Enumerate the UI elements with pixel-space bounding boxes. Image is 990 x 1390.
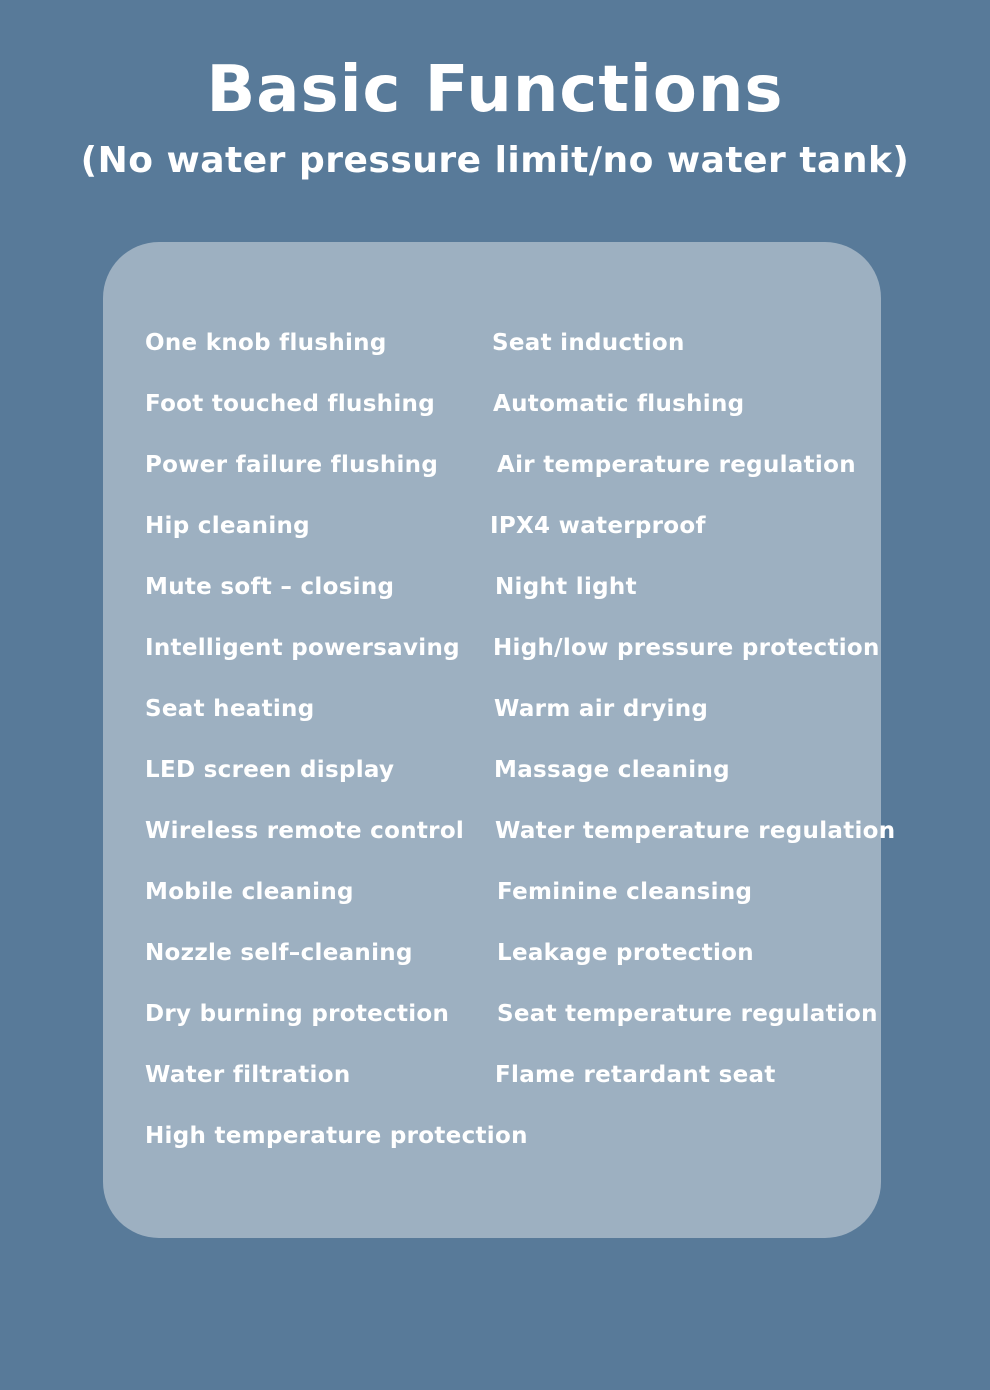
feature-item: Dry burning protection (145, 1001, 450, 1027)
feature-item: Automatic flushing (493, 391, 745, 417)
feature-item: Feminine cleansing (497, 879, 753, 905)
feature-item: Massage cleaning (494, 757, 730, 783)
feature-item: Seat temperature regulation (497, 1001, 878, 1027)
page-title: Basic Functions (206, 53, 784, 127)
feature-item: High/low pressure protection (493, 635, 880, 661)
feature-item: Nozzle self–cleaning (145, 940, 413, 966)
feature-item: LED screen display (145, 757, 395, 783)
feature-item: Seat induction (492, 330, 685, 356)
feature-item: Water filtration (145, 1062, 351, 1088)
feature-item: One knob flushing (145, 330, 387, 356)
feature-item: Mobile cleaning (145, 879, 354, 905)
feature-item: Warm air drying (494, 696, 709, 722)
feature-item: Night light (495, 574, 637, 600)
feature-item: Leakage protection (497, 940, 754, 966)
page-subtitle: (No water pressure limit/no water tank) (80, 140, 910, 181)
feature-item: Hip cleaning (145, 513, 310, 539)
feature-item: High temperature protection (145, 1123, 528, 1149)
feature-item: Air temperature regulation (497, 452, 856, 478)
feature-item: Flame retardant seat (495, 1062, 776, 1088)
feature-item: Power failure flushing (145, 452, 439, 478)
feature-item: Water temperature regulation (495, 818, 896, 844)
features-card (103, 242, 896, 1238)
feature-item: Wireless remote control (145, 818, 465, 844)
feature-item: IPX4 waterproof (490, 513, 706, 539)
feature-item: Intelligent powersaving (145, 635, 460, 661)
feature-item: Mute soft – closing (145, 574, 395, 600)
feature-item: Foot touched flushing (145, 391, 435, 417)
feature-item: Seat heating (145, 696, 315, 722)
